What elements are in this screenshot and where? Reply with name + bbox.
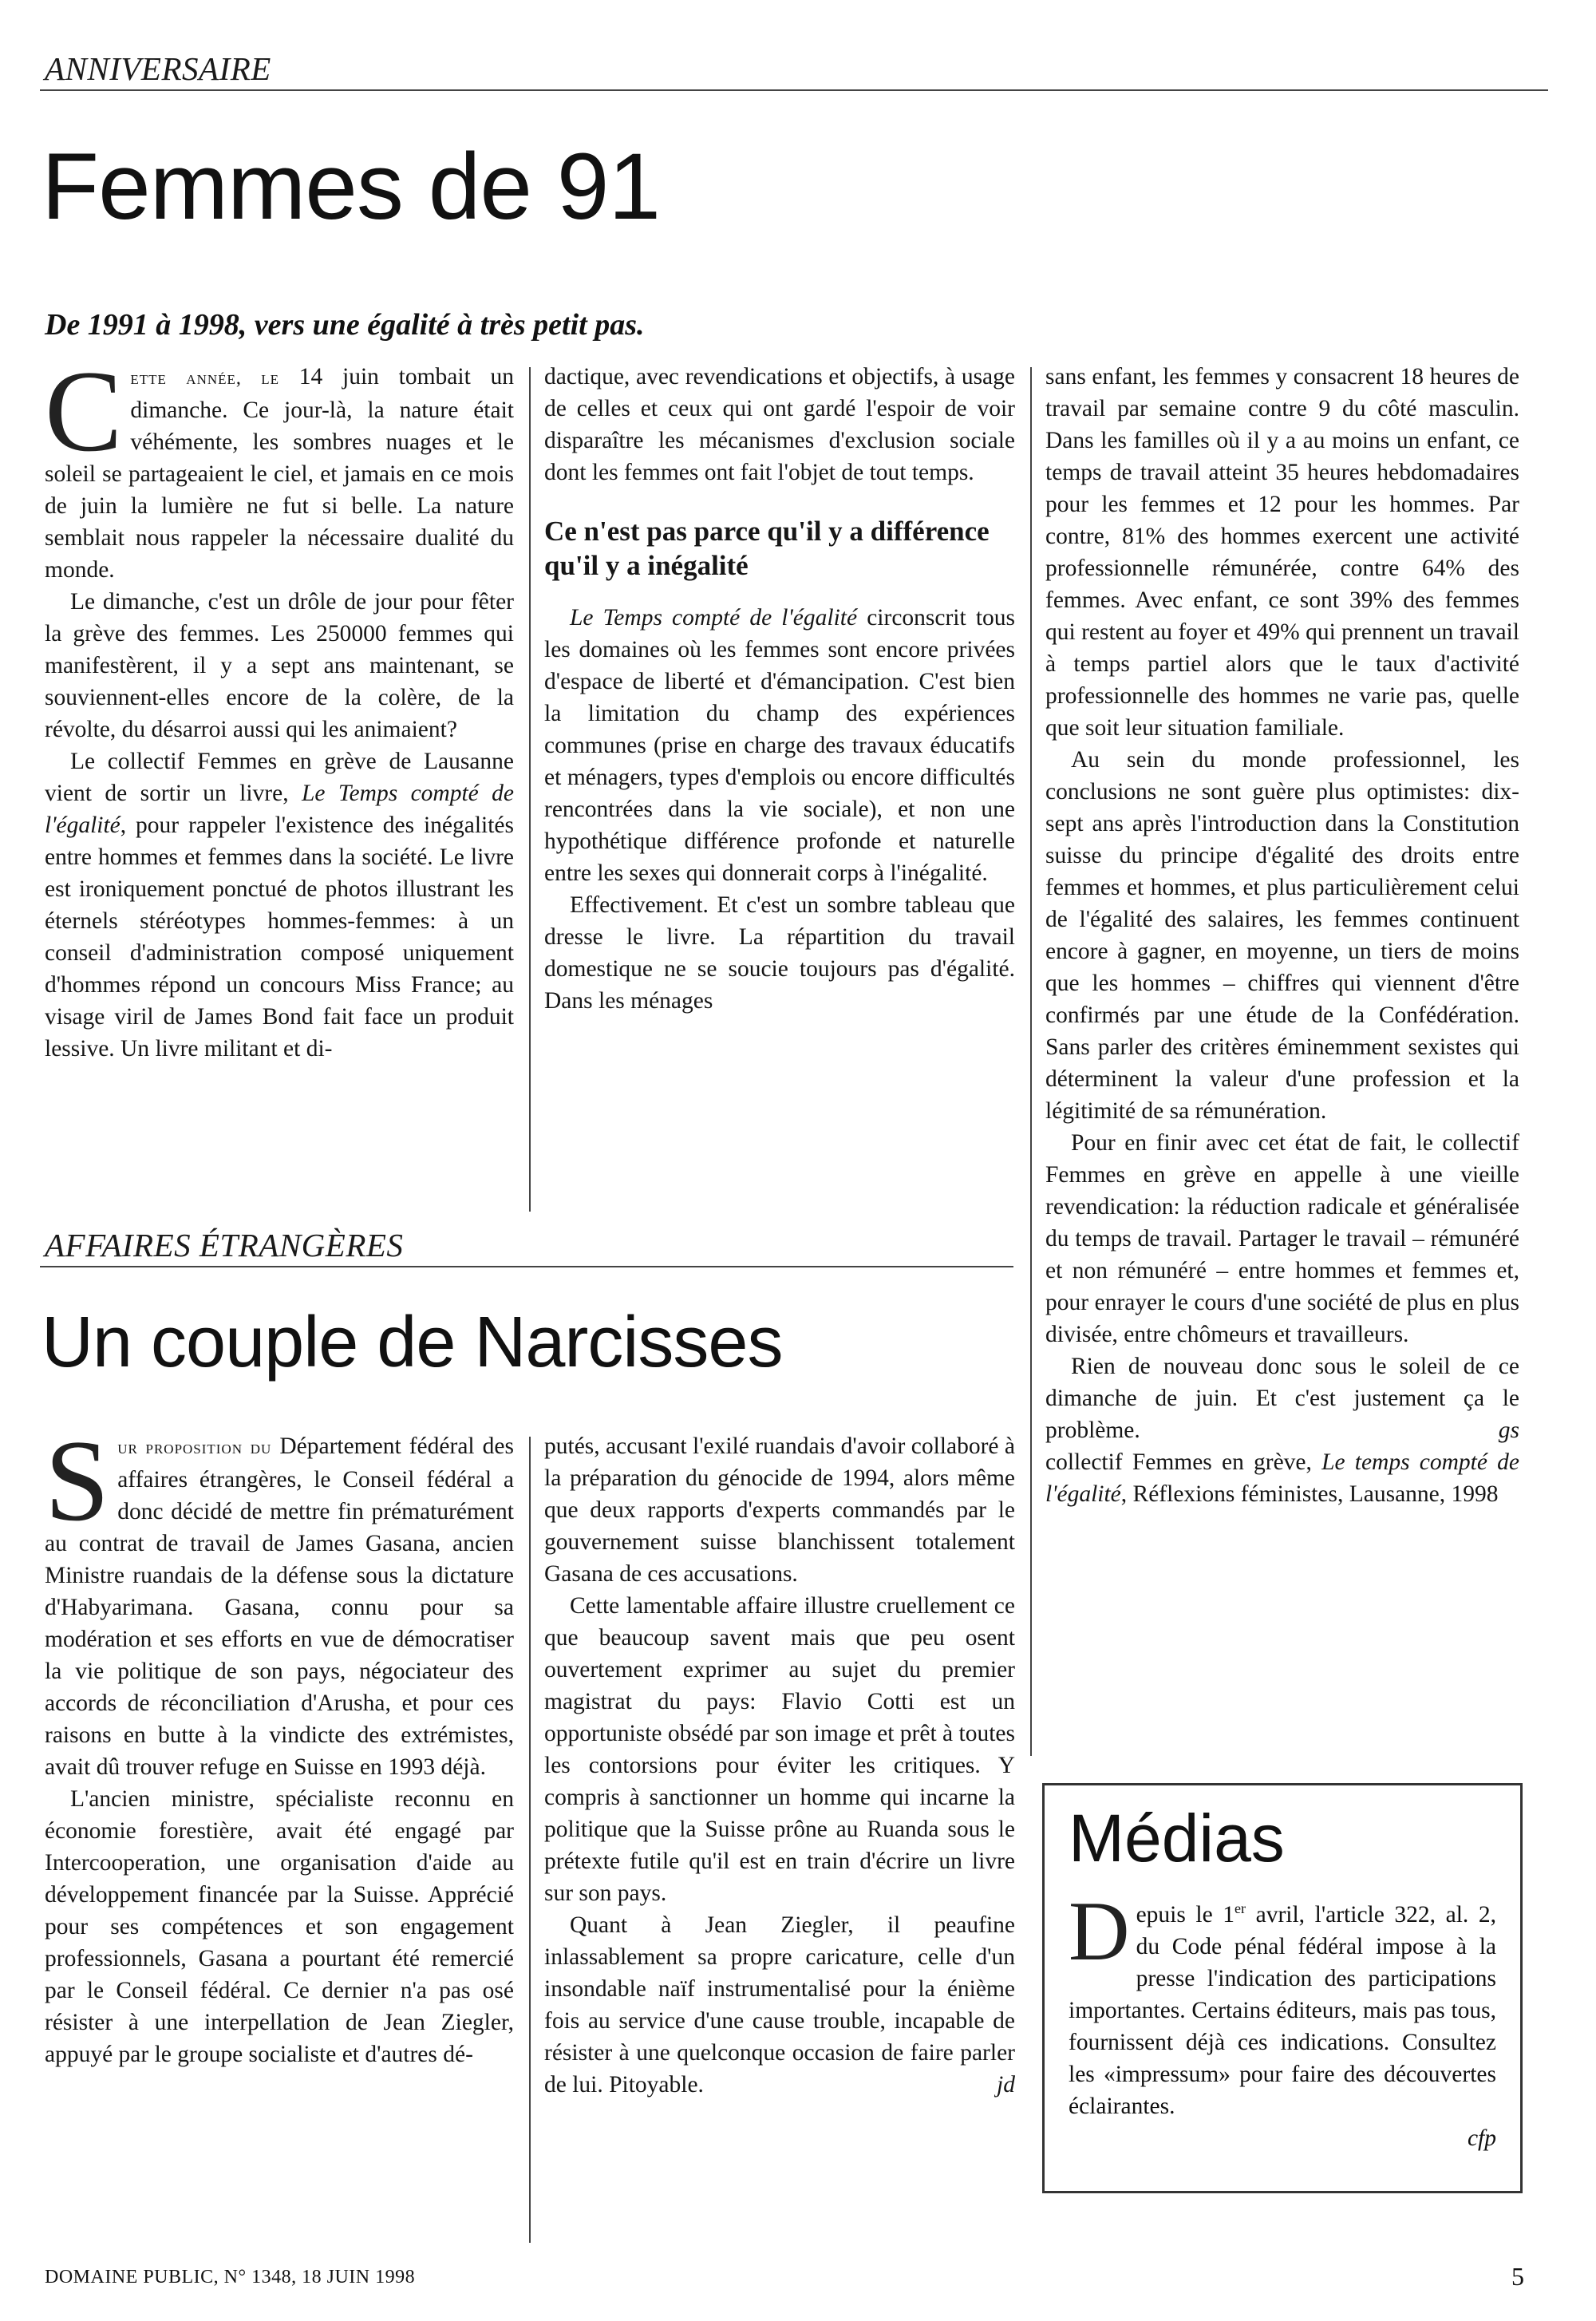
- page-number: 5: [1511, 2262, 1524, 2291]
- article1-column-1: [45, 346, 514, 1065]
- section-rule: [40, 1266, 1013, 1267]
- article1-title: Femmes de 91: [41, 134, 660, 239]
- article1-paragraph: dactique, avec revendications et objectifs, à usage de celles et ceux qui ont gardé l'espoir de voir disparaître les mécanismes d'exclusion sociale dont les femmes ont fait l'objet de tout temps.: [544, 364, 1015, 485]
- signature: cfp: [1467, 2125, 1496, 2151]
- medias-title: Médias: [1069, 1801, 1285, 1876]
- signature: gs: [1498, 1418, 1519, 1443]
- dropcap: S: [45, 1416, 110, 1545]
- column-divider: [529, 1437, 531, 2243]
- article2-paragraph: putés, accusant l'exilé ruandais d'avoir collaboré à la préparation du génocide de 1994, alors même que deux rapports d'experts commandés par le gouvernement suisse blanchissent totalement Gasana de ces accusations.: [544, 1433, 1015, 1587]
- dropcap: D: [1069, 1884, 1130, 1978]
- signature: jd: [997, 2072, 1015, 2098]
- article2-column-2: [544, 1430, 1015, 2101]
- top-rule: [40, 89, 1548, 91]
- article2-column-1: [45, 1416, 514, 2070]
- article2-paragraph: Sur proposition du Département fédéral des affaires étrangères, le Conseil fédéral a donc décidé de mettre fin prématurément au contrat de travail de James Gasana, ancien Ministre ruandais de la défense sous la dictature d'Habyarimana. Gasana, connu pour sa modération et ses efforts en vue de démocratiser la vie politique de son pays, négociateur des accords de réconciliation d'Arusha, et pour ces raisons en butte à la vindicte des extrémistes, avait dû trouver refuge en Suisse en 1993 déjà.: [45, 1416, 514, 1780]
- article1-paragraph: sans enfant, les femmes y consacrent 18 heures de travail par semaine contre 9 du côté masculin. Dans les familles où il y a au moins un enfant, ce temps de travail atteint 35 heures hebdomadaires pour les femmes et 12 pour les hommes. Par contre, 81% des hommes exercent une activité professionnelle rémunérée, contre 64% des femmes. Avec enfant, ce sont 39% des femmes qui restent au foyer et 49% qui prennent un travail à temps partiel alors que le taux d'activité professionnelle des hommes ne varie pas, quelle que soit leur situation familiale.: [1045, 364, 1519, 741]
- article1-paragraph: Le collectif Femmes en grève de Lausanne vient de sortir un livre, Le Temps compté de l'égalité, pour rappeler l'existence des inégalités entre hommes et femmes dans la société. Le livre est ironiquement ponctué de photos illustrant les éternels stéréotypes hommes-femmes: à un conseil d'administration composé uniquement d'hommes répond un concours Miss France; au visage viril de James Bond fait face un produit lessive. Un livre militant et di-: [45, 749, 514, 1062]
- column-divider: [1030, 367, 1032, 1756]
- article1-paragraph: Pour en finir avec cet état de fait, le collectif Femmes en grève en appelle à une vieille revendication: la réduction radicale et généralisée du temps de travail. Partager le travail – rémunéré et non rémunéré – entre hommes et femmes et, pour enrayer le cours d'une société de plus en plus divisée, entre chômeurs et travailleurs.: [1045, 1130, 1519, 1347]
- medias-body: Depuis le 1er avril, l'article 322, al. 2, du Code pénal fédéral impose à la presse l'indication des participations importantes. Certains éditeurs, mais pas tous, fournissent déjà ces indications. Consultez les «impressum» pour faire des découvertes éclairantes. cfp: [1069, 1892, 1496, 2154]
- article1-paragraph: Le Temps compté de l'égalité circonscrit tous les domaines où les femmes sont encore privées d'espace de liberté et d'émancipation. C'est bien la limitation du champ des expériences communes (prise en charge des travaux éducatifs et ménagers, types d'emplois ou encore difficultés rencontrées dans la vie sociale), et non une hypothétique différence profonde et naturelle entre les sexes qui donnerait corps à l'inégalité.: [544, 605, 1015, 886]
- lead-smallcaps: ette année, le: [130, 368, 280, 389]
- book-title: Le Temps compté de l'égalité: [45, 781, 514, 838]
- book-title: Le temps compté de l'égalité: [1045, 1449, 1519, 1507]
- article2-paragraph: L'ancien ministre, spécialiste reconnu en économie forestière, avait été engagé par Intercooperation, une organisation d'aide au développement financée par la Suisse. Apprécié pour ses compétences et son engagement professionnels, Gasana a pourtant été remercié par le Conseil fédéral. Ce dernier n'a pas osé résister à une interpellation de Jean Ziegler, appuyé par le groupe socialiste et d'autres dé-: [45, 1786, 514, 2067]
- medias-box: [1042, 1783, 1523, 2193]
- article1-paragraph: Au sein du monde professionnel, les conclusions ne sont guère plus optimistes: dix-sept ans après l'introduction dans la Constitution suisse du principe d'égalité des droits entre femmes et hommes, et plus particulièrement celui de l'égalité des salaires, les femmes continuent encore à gagner, en moyenne, un tiers de moins que les hommes – chiffres qui viennent d'être confirmés par une étude de la Confédération. Sans parler des critères éminemment sexistes qui déterminent la valeur d'une profession et la légitimité de sa rémunération.: [1045, 747, 1519, 1124]
- article2-paragraph: Cette lamentable affaire illustre cruellement ce que beaucoup savent mais que peu osent ouvertement exprimer au sujet du premier magistrat du pays: Flavio Cotti est un opportuniste obsédé par son image et prêt à toutes les contorsions pour éviter les critiques. Y compris à sanctionner un homme qui incarne la politique que la Suisse prône au Ruanda sous le prétexte futile qu'il est en train d'écrire un livre sur son pays.: [544, 1593, 1015, 1906]
- article1-subhead: Ce n'est pas parce qu'il y a différence qu'il y a inégalité: [544, 516, 990, 581]
- article2-paragraph: Quant à Jean Ziegler, il peaufine inlassablement sa propre caricature, celle d'un insondable naïf instrumentalisé pour la énième fois au service d'une cause trouble, incapable de résister à une quelconque occasion de faire parler de lui. Pitoyable. jd: [544, 1909, 1015, 2101]
- column-divider: [529, 367, 531, 1212]
- dropcap: C: [45, 346, 123, 476]
- book-title: Le Temps compté de l'égalité: [570, 605, 858, 631]
- book-reference: collectif Femmes en grève, Le temps compté de l'égalité, Réflexions féministes, Lausanne, 1998: [1045, 1449, 1519, 1507]
- article1-rubric: ANNIVERSAIRE: [45, 50, 271, 87]
- article1-paragraph: Le dimanche, c'est un drôle de jour pour fêter la grève des femmes. Les 250000 femmes qui manifestèrent, il y a sept ans maintenant, se souviennent-elles encore de la colère, de la révolte, du désarroi aussi qui les animaient?: [45, 589, 514, 742]
- article1-chapo: De 1991 à 1998, vers une égalité à très petit pas.: [45, 308, 645, 342]
- footer-publication: DOMAINE PUBLIC, N° 1348, 18 JUIN 1998: [45, 2267, 416, 2287]
- article1-paragraph: Rien de nouveau donc sous le soleil de ce dimanche de juin. Et c'est justement ça le problème. gs: [1045, 1350, 1519, 1446]
- article1-paragraph: Cette année, le 14 juin tombait un dimanche. Ce jour-là, la nature était véhémente, les sombres nuages et le soleil se partageaient le ciel, et jamais en ce mois de juin la lumière ne fut si belle. La nature semblait nous rappeler la nécessaire dualité du monde.: [45, 346, 514, 583]
- article2-rubric: AFFAIRES ÉTRANGÈRES: [45, 1227, 404, 1263]
- article1-paragraph: Effectivement. Et c'est un sombre tableau que dresse le livre. La répartition du travail domestique ne se soucie toujours pas d'égalité. Dans les ménages: [544, 892, 1015, 1014]
- article1-column-3: [1045, 361, 1519, 1510]
- lead-smallcaps: ur proposition du: [117, 1437, 272, 1458]
- article1-column-2: [544, 361, 1015, 1017]
- article2-title: Un couple de Narcisses: [41, 1303, 783, 1382]
